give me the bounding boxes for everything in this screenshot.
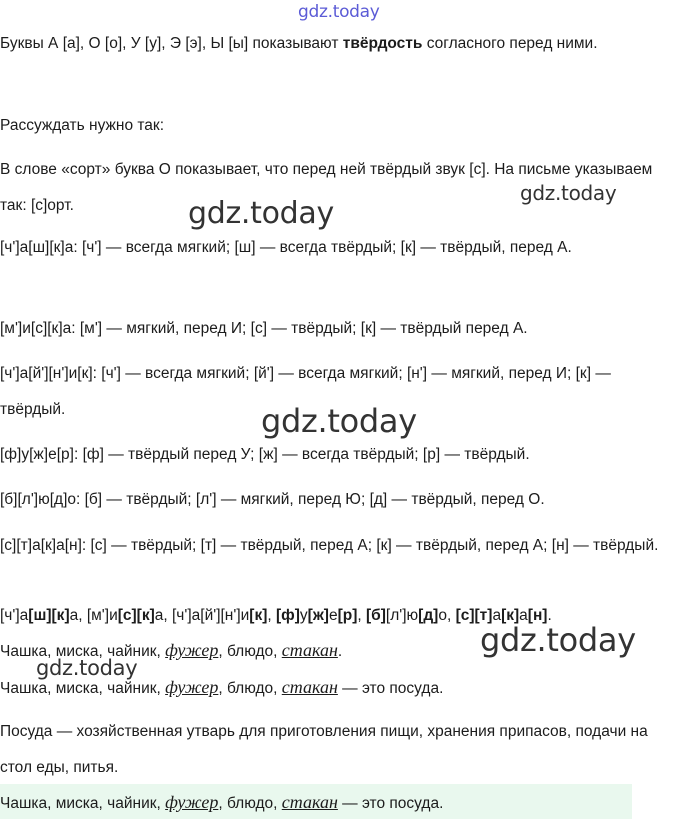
summary-text: , bbox=[267, 607, 277, 624]
bold-sound: [д] bbox=[418, 607, 439, 624]
bold-sound: [б] bbox=[366, 607, 386, 624]
analysis-item: [м']и[с][к]а: [м'] — мягкий, перед И; [с] — твёрдый; [к] — твёрдый перед А. bbox=[0, 320, 528, 337]
watermark: gdz.today bbox=[261, 402, 417, 440]
words-line bbox=[0, 677, 443, 699]
words-mid: , блюдо, bbox=[218, 643, 282, 660]
underlined-word: стакан bbox=[281, 640, 338, 660]
summary-text: а, [ч']а[й'][н']и bbox=[154, 607, 250, 624]
answer-end: — это посуда. bbox=[337, 795, 444, 812]
bold-sound: [к] bbox=[249, 607, 268, 624]
summary-text: , bbox=[357, 607, 367, 624]
intro-text: Буквы А [а], О [о], У [у], Э [э], Ы [ы] показывают bbox=[0, 35, 343, 52]
words-mid: , блюдо, bbox=[218, 680, 282, 697]
summary-text: а bbox=[492, 607, 502, 624]
analysis-item: [б][л']ю[д]о: [б] — твёрдый; [л'] — мягкий, перед Ю; [д] — твёрдый, перед О. bbox=[0, 491, 545, 508]
analysis-item: [с][т]а[к]а[н]: [с] — твёрдый; [т] — твёрдый, перед А; [к] — твёрдый, перед А; [н] — твёрдый. bbox=[0, 537, 659, 554]
definition-paragraph: Посуда — хозяйственная утварь для приготовления пищи, хранения припасов, подачи на стол еды, питья. bbox=[0, 723, 648, 776]
watermark: gdz.today bbox=[520, 181, 617, 205]
summary-text: [л']ю bbox=[385, 607, 419, 624]
bold-sound: [р] bbox=[337, 607, 358, 624]
words-plain: Чашка, миска, чайник, bbox=[0, 680, 166, 697]
summary-text: е bbox=[328, 607, 338, 624]
bold-sound: [ф] bbox=[276, 607, 300, 624]
bold-sound: [к] bbox=[501, 607, 520, 624]
summary-text: у bbox=[299, 607, 308, 624]
analysis-item: [ч']а[й'][н']и[к]: [ч'] — всегда мягкий; [й'] — всегда мягкий; [н'] — мягкий, перед И; [к] — твёрдый. bbox=[0, 365, 611, 418]
bold-sound: [с][т] bbox=[455, 607, 493, 624]
words-end: — это посуда. bbox=[337, 680, 444, 697]
words-end: . bbox=[337, 643, 343, 660]
underlined-word: фужер bbox=[165, 677, 219, 697]
bold-sound: [н] bbox=[527, 607, 548, 624]
bold-sound: [ж] bbox=[307, 607, 329, 624]
summary-text: а bbox=[519, 607, 528, 624]
words-line bbox=[0, 640, 342, 662]
summary-text: [ч']а bbox=[0, 607, 29, 624]
underlined-word: стакан bbox=[281, 792, 338, 812]
example-paragraph: В слове «сорт» буква О показывает, что перед ней твёрдый звук [с]. На письме указываем так: [с]орт. bbox=[0, 161, 653, 214]
intro-paragraph bbox=[0, 26, 676, 62]
watermark: gdz.today bbox=[188, 196, 334, 231]
underlined-word: фужер bbox=[165, 640, 219, 660]
underlined-word: стакан bbox=[281, 677, 338, 697]
answer-line bbox=[0, 792, 443, 814]
reason-label: Рассуждать нужно так: bbox=[0, 117, 165, 134]
watermark: gdz.today bbox=[36, 656, 138, 680]
analysis-item: [ч']а[ш][к]а: [ч'] — всегда мягкий; [ш] — всегда твёрдый; [к] — твёрдый, перед А. bbox=[0, 239, 572, 256]
watermark: gdz.today bbox=[480, 621, 636, 659]
underlined-word: фужер bbox=[165, 792, 219, 812]
summary-text: . bbox=[547, 607, 552, 624]
bold-sound: [ш][к] bbox=[28, 607, 70, 624]
analysis-item: [ф]у[ж]е[р]: [ф] — твёрдый перед У; [ж] — всегда твёрдый; [р] — твёрдый. bbox=[0, 446, 530, 463]
summary-text: о, bbox=[438, 607, 456, 624]
summary-text: а, [м']и bbox=[69, 607, 118, 624]
bold-sound: [с][к] bbox=[117, 607, 155, 624]
words-plain: Чашка, миска, чайник, bbox=[0, 643, 166, 660]
intro-bold: твёрдость bbox=[342, 35, 423, 52]
answer-mid: , блюдо, bbox=[218, 795, 282, 812]
answer-plain: Чашка, миска, чайник, bbox=[0, 795, 166, 812]
transcription-summary bbox=[0, 606, 552, 626]
watermark-top: gdz.today bbox=[298, 2, 380, 22]
intro-text-end: согласного перед ними. bbox=[422, 35, 598, 52]
